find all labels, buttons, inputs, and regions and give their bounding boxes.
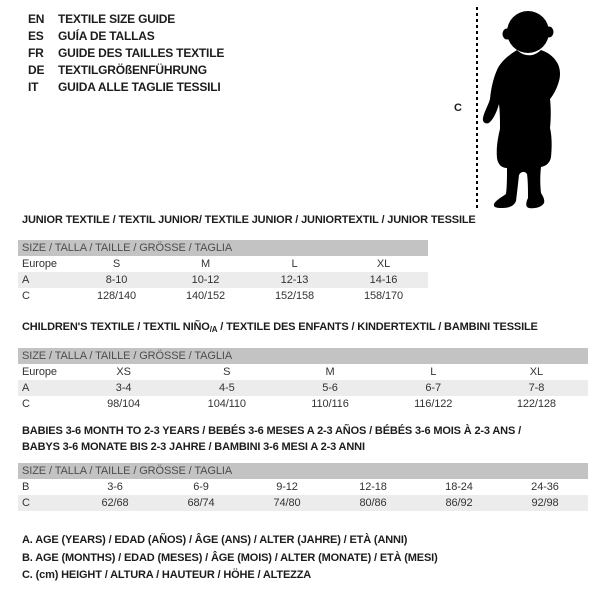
table-row-months <box>18 479 588 495</box>
table-cell: 6-9 <box>193 481 209 493</box>
table-cell: 92/98 <box>531 497 559 509</box>
table-cell: XL <box>376 258 391 270</box>
table-cell: 5-6 <box>322 382 338 394</box>
legend-note-b: B. AGE (MONTHS) / EDAD (MESES) / ÂGE (MOIS) / ALTER (MONATE) / ETÀ (MESI) <box>22 551 438 564</box>
table-cell: XL <box>529 366 544 378</box>
table-cell: 12-13 <box>280 274 309 286</box>
size-table-children <box>18 348 588 412</box>
table-cell: A <box>22 274 30 286</box>
table-cell: 86/92 <box>445 497 473 509</box>
table-row-europe <box>18 256 428 272</box>
table-cell: L <box>430 366 437 378</box>
table-cell: 98/104 <box>107 398 141 410</box>
language-row <box>28 28 224 45</box>
table-cell: Europe <box>22 258 57 270</box>
table-cell: 74/80 <box>273 497 301 509</box>
section-title-children <box>22 321 538 333</box>
table-cell: 128/140 <box>96 290 137 302</box>
language-row <box>28 11 224 28</box>
table-row-height <box>18 396 588 412</box>
table-cell: 4-5 <box>219 382 235 394</box>
table-cell: S <box>223 366 231 378</box>
section-title-babies <box>22 423 521 455</box>
baby-silhouette-icon <box>481 8 571 210</box>
table-cell: 62/68 <box>101 497 129 509</box>
language-code: IT <box>28 80 39 94</box>
table-cell: 3-6 <box>107 481 123 493</box>
table-cell: 9-12 <box>276 481 298 493</box>
language-list <box>28 11 224 96</box>
table-cell: 24-36 <box>531 481 559 493</box>
height-figure <box>450 5 595 212</box>
table-cell: S <box>112 258 121 270</box>
language-label: TEXTILE SIZE GUIDE <box>58 12 176 26</box>
table-cell: 12-18 <box>359 481 387 493</box>
table-cell: C <box>22 398 30 410</box>
language-code: FR <box>28 46 44 60</box>
section-title-children-post: / TEXTILE DES ENFANTS / KINDERTEXTIL / BAMBINI TESSILE <box>217 321 538 333</box>
table-header-bar: SIZE / TALLA / TAILLE / GRÖSSE / TAGLIA <box>18 348 588 364</box>
table-cell: 104/110 <box>207 398 246 410</box>
table-cell: 14-16 <box>369 274 398 286</box>
table-cell: M <box>200 258 211 270</box>
table-cell: 68/74 <box>187 497 215 509</box>
legend-note-c: C. (cm) HEIGHT / ALTURA / HAUTEUR / HÖHE / ALTEZZA <box>22 569 312 581</box>
table-cell: 7-8 <box>528 382 545 394</box>
size-table-babies <box>18 463 588 511</box>
section-title-babies-line2: BABYS 3-6 MONATE BIS 2-3 JAHRE / BAMBINI 3-6 MESI A 2-3 ANNI <box>22 441 365 453</box>
table-cell: 122/128 <box>516 398 556 410</box>
language-label: TEXTILGRÖßENFÜHRUNG <box>58 63 207 77</box>
table-cell: 140/152 <box>185 290 226 302</box>
section-title-babies-line1: BABIES 3-6 MONTH TO 2-3 YEARS / BEBÉS 3-6 MESES A 2-3 AÑOS / BÉBÉS 3-6 MOIS À 2-3 ANS / <box>22 425 521 437</box>
table-row-age <box>18 380 588 396</box>
language-label: GUIDA ALLE TAGLIE TESSILI <box>58 80 221 94</box>
table-row-height <box>18 288 428 304</box>
language-row <box>28 45 224 62</box>
table-cell: Europe <box>22 366 57 378</box>
language-code: EN <box>28 12 45 26</box>
table-cell: 10-12 <box>191 274 220 286</box>
language-row <box>28 79 224 96</box>
size-table-junior <box>18 240 428 304</box>
table-cell: 80/86 <box>359 497 387 509</box>
table-header-bar: SIZE / TALLA / TAILLE / GRÖSSE / TAGLIA <box>18 463 588 479</box>
table-cell: M <box>325 366 335 378</box>
legend-note-a: A. AGE (YEARS) / EDAD (AÑOS) / ÂGE (ANS) / ALTER (JAHRE) / ETÀ (ANNI) <box>22 534 408 546</box>
section-title-children-sub: /A <box>209 325 218 334</box>
table-cell: C <box>22 290 30 302</box>
table-cell: 3-4 <box>115 382 132 394</box>
language-code: ES <box>28 29 44 43</box>
table-cell: 110/116 <box>311 398 349 410</box>
table-cell: 8-10 <box>105 274 128 286</box>
table-cell: XS <box>116 366 131 378</box>
measure-label-c: C <box>454 102 462 114</box>
table-cell: 6-7 <box>425 382 442 394</box>
table-row-height <box>18 495 588 511</box>
table-cell: 116/122 <box>414 398 453 410</box>
table-cell: B <box>22 481 30 493</box>
table-cell: 152/158 <box>274 290 315 302</box>
table-cell: 18-24 <box>445 481 473 493</box>
section-title-junior: JUNIOR TEXTILE / TEXTIL JUNIOR/ TEXTILE JUNIOR / JUNIORTEXTIL / JUNIOR TESSILE <box>22 214 476 226</box>
language-code: DE <box>28 63 45 77</box>
legend-notes <box>22 532 438 585</box>
table-cell: C <box>22 497 30 509</box>
language-label: GUÍA DE TALLAS <box>58 29 155 43</box>
table-header-bar: SIZE / TALLA / TAILLE / GRÖSSE / TAGLIA <box>18 240 428 256</box>
table-cell: A <box>22 382 30 394</box>
table-row-europe <box>18 364 588 380</box>
table-cell: L <box>291 258 298 270</box>
language-row <box>28 62 224 79</box>
language-label: GUIDE DES TAILLES TEXTILE <box>58 46 225 60</box>
table-row-age <box>18 272 428 288</box>
section-title-children-pre: CHILDREN'S TEXTILE / TEXTIL NIÑO <box>22 321 210 333</box>
table-cell: 158/170 <box>363 290 404 302</box>
height-measure-dotted-line <box>476 7 478 209</box>
